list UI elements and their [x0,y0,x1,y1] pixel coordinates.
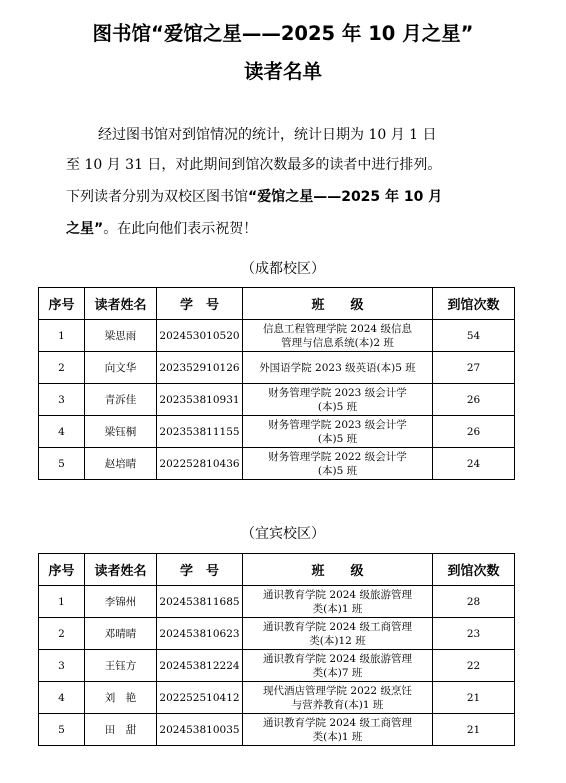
table-row [39,682,515,714]
header-id: 学 号 [157,288,243,320]
class-line: (本)5 班 [317,400,358,413]
cell-id: 202453010520 [157,320,243,352]
table-header-row [39,554,515,586]
class-line: 外国语学院 2023 级英语(本)5 班 [259,361,416,374]
header-name: 读者姓名 [85,288,157,320]
intro-paragraph-line-2: 至 10 月 31 日，对此期间到馆次数最多的读者中进行排列。 [66,157,442,173]
class-line: 财务管理学院 2023 级会计学 [268,386,407,399]
table-row [39,352,515,384]
class-line: 与营养教育(本)1 班 [291,698,384,711]
class-line: 通识教育学院 2024 级工商管理 [263,620,412,633]
intro-paragraph-line-3 [66,182,506,212]
cell-no: 4 [39,416,85,448]
document-title: 图书馆“爱馆之星——2025 年 10 月之星” [92,22,474,45]
cell-visits: 21 [433,682,515,714]
class-line: 类(本)1 班 [312,602,363,615]
class-line: 通识教育学院 2024 级旅游管理 [263,652,412,665]
table-header-row [39,288,515,320]
header-visits: 到馆次数 [433,554,515,586]
cell-id: 202453810623 [157,618,243,650]
class-line: (本)5 班 [317,464,358,477]
cell-class [243,650,433,682]
cell-class [243,416,433,448]
award-name-end: 之星” [66,221,104,237]
class-line: 财务管理学院 2023 级会计学 [268,418,407,431]
cell-class [243,320,433,352]
cell-visits: 27 [433,352,515,384]
cell-id: 202453812224 [157,650,243,682]
table-row [39,714,515,746]
cell-visits: 23 [433,618,515,650]
table-row [39,320,515,352]
cell-name: 邓晴晴 [85,618,157,650]
table-row [39,618,515,650]
table-row [39,448,515,480]
cell-no: 5 [39,714,85,746]
header-no: 序号 [39,288,85,320]
cell-no: 3 [39,384,85,416]
cell-name: 王钰方 [85,650,157,682]
header-class: 班 级 [243,288,433,320]
cell-visits: 22 [433,650,515,682]
cell-class [243,448,433,480]
header-name: 读者姓名 [85,554,157,586]
award-name: “爱馆之星——2025 年 10 月 [248,189,443,205]
table-row [39,384,515,416]
campus-label-yibin: （宜宾校区） [241,526,325,542]
cell-id: 202252510412 [157,682,243,714]
cell-id: 202453810035 [157,714,243,746]
cell-name: 向文华 [85,352,157,384]
class-line: 类(本)1 班 [312,730,363,743]
class-line: 信息工程管理学院 2024 级信息 [263,322,412,335]
class-line: 通识教育学院 2024 级工商管理 [263,716,412,729]
cell-name: 李锦州 [85,586,157,618]
table-row [39,416,515,448]
cell-class [243,586,433,618]
cell-name: 田 甜 [85,714,157,746]
class-line: 类(本)12 班 [309,634,366,647]
cell-class [243,384,433,416]
cell-name: 梁钰桐 [85,416,157,448]
cell-id: 202453811685 [157,586,243,618]
header-visits: 到馆次数 [433,288,515,320]
cell-id: 202353811155 [157,416,243,448]
cell-no: 2 [39,618,85,650]
cell-class [243,352,433,384]
intro-paragraph-line-1: 经过图书馆对到馆情况的统计，统计日期为 10 月 1 日 [98,127,437,143]
cell-id: 202353810931 [157,384,243,416]
cell-visits: 28 [433,586,515,618]
header-id: 学 号 [157,554,243,586]
cell-visits: 24 [433,448,515,480]
cell-visits: 26 [433,384,515,416]
intro-text: 。在此向他们表示祝贺！ [103,221,258,237]
cell-no: 5 [39,448,85,480]
cell-name: 赵培晴 [85,448,157,480]
class-line: 财务管理学院 2022 级会计学 [268,450,407,463]
cell-no: 1 [39,320,85,352]
cell-visits: 26 [433,416,515,448]
header-class: 班 级 [243,554,433,586]
cell-class [243,714,433,746]
document-subtitle: 读者名单 [243,60,322,83]
cell-class [243,682,433,714]
intro-paragraph-line-4 [66,214,506,244]
intro-text: 下列读者分别为双校区图书馆 [66,189,248,205]
class-line: 管理与信息系统(本)2 班 [281,336,394,349]
table-row [39,586,515,618]
cell-name: 梁思雨 [85,320,157,352]
cell-no: 3 [39,650,85,682]
campus-label-chengdu: （成都校区） [241,261,325,277]
cell-visits: 21 [433,714,515,746]
class-line: (本)5 班 [317,432,358,445]
class-line: 现代酒店管理学院 2022 级烹饪 [263,684,412,697]
cell-name: 刘 艳 [85,682,157,714]
reader-table-yibin [38,553,515,746]
header-no: 序号 [39,554,85,586]
cell-no: 1 [39,586,85,618]
class-line: 通识教育学院 2024 级旅游管理 [263,588,412,601]
cell-id: 202352910126 [157,352,243,384]
cell-id: 202252810436 [157,448,243,480]
cell-name: 青泝佳 [85,384,157,416]
class-line: 类(本)7 班 [312,666,363,679]
cell-no: 4 [39,682,85,714]
cell-visits: 54 [433,320,515,352]
cell-no: 2 [39,352,85,384]
reader-table-chengdu [38,287,515,480]
table-row [39,650,515,682]
cell-class [243,618,433,650]
